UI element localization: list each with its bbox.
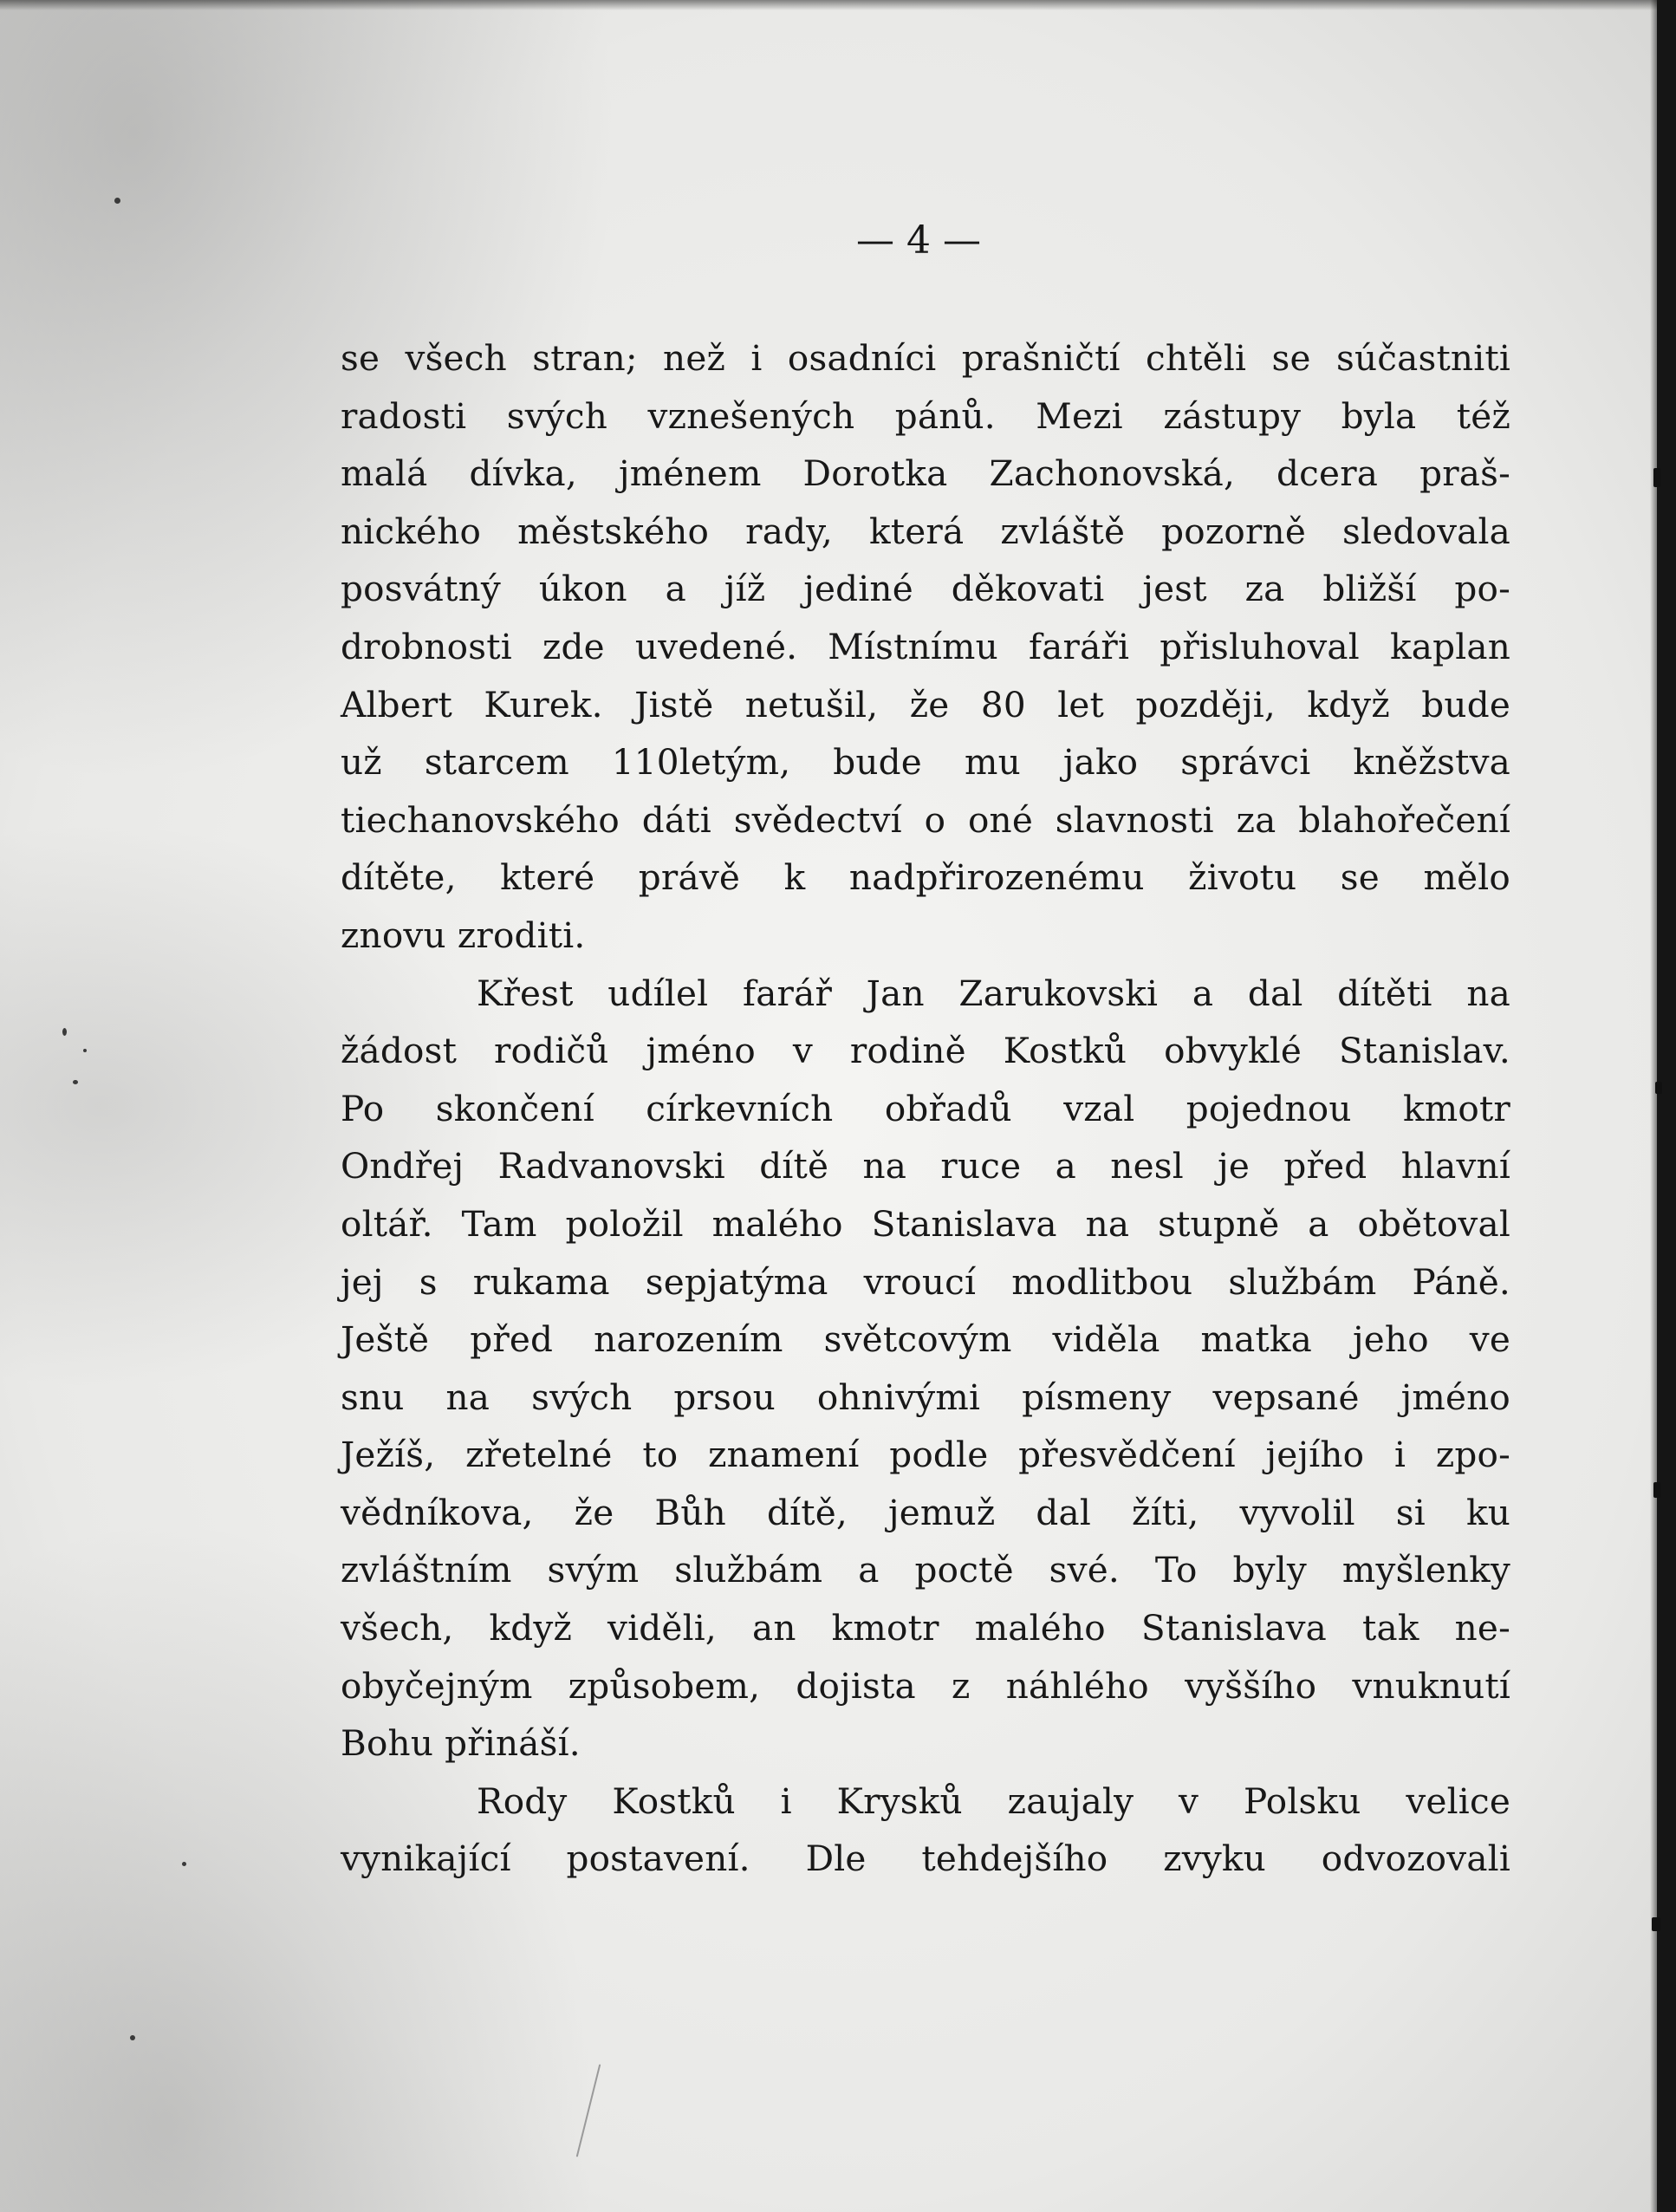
body-text <box>341 329 1510 2063</box>
edge-mark <box>1653 468 1660 487</box>
text-line: oltář. Tam položil malého Stanislava na stupně a obětoval <box>341 1202 1510 1245</box>
text-line: Ještě před narozením světcovým viděla matka jeho ve <box>341 1318 1510 1361</box>
edge-mark <box>1653 1482 1660 1498</box>
text-line: Albert Kurek. Jistě netušil, že 80 let později, když bude <box>341 683 1510 725</box>
text-line: snu na svých prsou ohnivými písmeny vepsané jméno <box>341 1376 1510 1418</box>
scan-speck <box>130 2035 135 2040</box>
text-line: obyčejným způsobem, dojista z náhlého vyššího vnuknutí <box>341 1664 1510 1707</box>
text-line: dítěte, které právě k nadpřirozenému životu se mělo <box>341 856 1510 899</box>
edge-mark <box>1655 1082 1662 1094</box>
text-line: drobnosti zde uvedené. Místnímu faráři přisluhoval kaplan <box>341 625 1510 667</box>
text-line: Bohu přináší. <box>341 1722 581 1765</box>
text-line: se všech stran; než i osadníci prašničtí chtěli se súčastniti <box>341 337 1510 379</box>
text-line: vědníkova, že Bůh dítě, jemuž dal žíti, vyvolil si ku <box>341 1491 1510 1533</box>
scan-speck <box>114 198 120 204</box>
scan-speck <box>182 1862 186 1866</box>
text-line: znovu zroditi. <box>341 914 586 956</box>
text-line: radosti svých vznešených pánů. Mezi zástupy byla též <box>341 394 1510 437</box>
text-line: vynikající postavení. Dle tehdejšího zvyku odvozovali <box>341 1838 1510 1880</box>
text-line: Křest udílel farář Jan Zarukovski a dal dítěti na <box>477 972 1510 1014</box>
text-line: žádost rodičů jméno v rodině Kostků obvyklé Stanislav. <box>341 1030 1510 1072</box>
text-line: malá dívka, jménem Dorotka Zachonovská, dcera praš- <box>341 452 1510 495</box>
text-line: všech, když viděli, an kmotr malého Stanislava tak ne- <box>341 1607 1510 1649</box>
text-line: Ježíš, zřetelné to znamení podle přesvědčení jejího i zpo- <box>341 1434 1510 1476</box>
text-line: Rody Kostků i Krysků zaujaly v Polsku velice <box>477 1779 1510 1822</box>
text-line: Po skončení církevních obřadů vzal pojednou kmotr <box>341 1087 1510 1129</box>
top-page-shadow <box>0 0 1676 10</box>
scan-speck <box>83 1049 87 1052</box>
text-line: jej s rukama sepjatýma vroucí modlitbou službám Páně. <box>341 1260 1510 1303</box>
page-number: — 4 — <box>856 218 981 263</box>
edge-mark <box>1652 1917 1660 1931</box>
scan-speck <box>73 1080 78 1084</box>
text-line: tiechanovského dáti svědectví o oné slavnosti za blahořečení <box>341 798 1510 841</box>
binding-shadow <box>1650 0 1657 2212</box>
scratch-line <box>576 2064 601 2157</box>
text-line: Ondřej Radvanovski dítě na ruce a nesl je před hlavní <box>341 1145 1510 1187</box>
text-line: zvláštním svým službám a poctě své. To byly myšlenky <box>341 1549 1510 1591</box>
page-edge <box>1657 0 1676 2212</box>
text-line: nického městského rady, která zvláště pozorně sledovala <box>341 510 1510 552</box>
text-line: už starcem 110letým, bude mu jako správci kněžstva <box>341 741 1510 784</box>
text-line: posvátný úkon a jíž jediné děkovati jest za bližší po- <box>341 568 1510 610</box>
scan-speck <box>62 1028 67 1036</box>
